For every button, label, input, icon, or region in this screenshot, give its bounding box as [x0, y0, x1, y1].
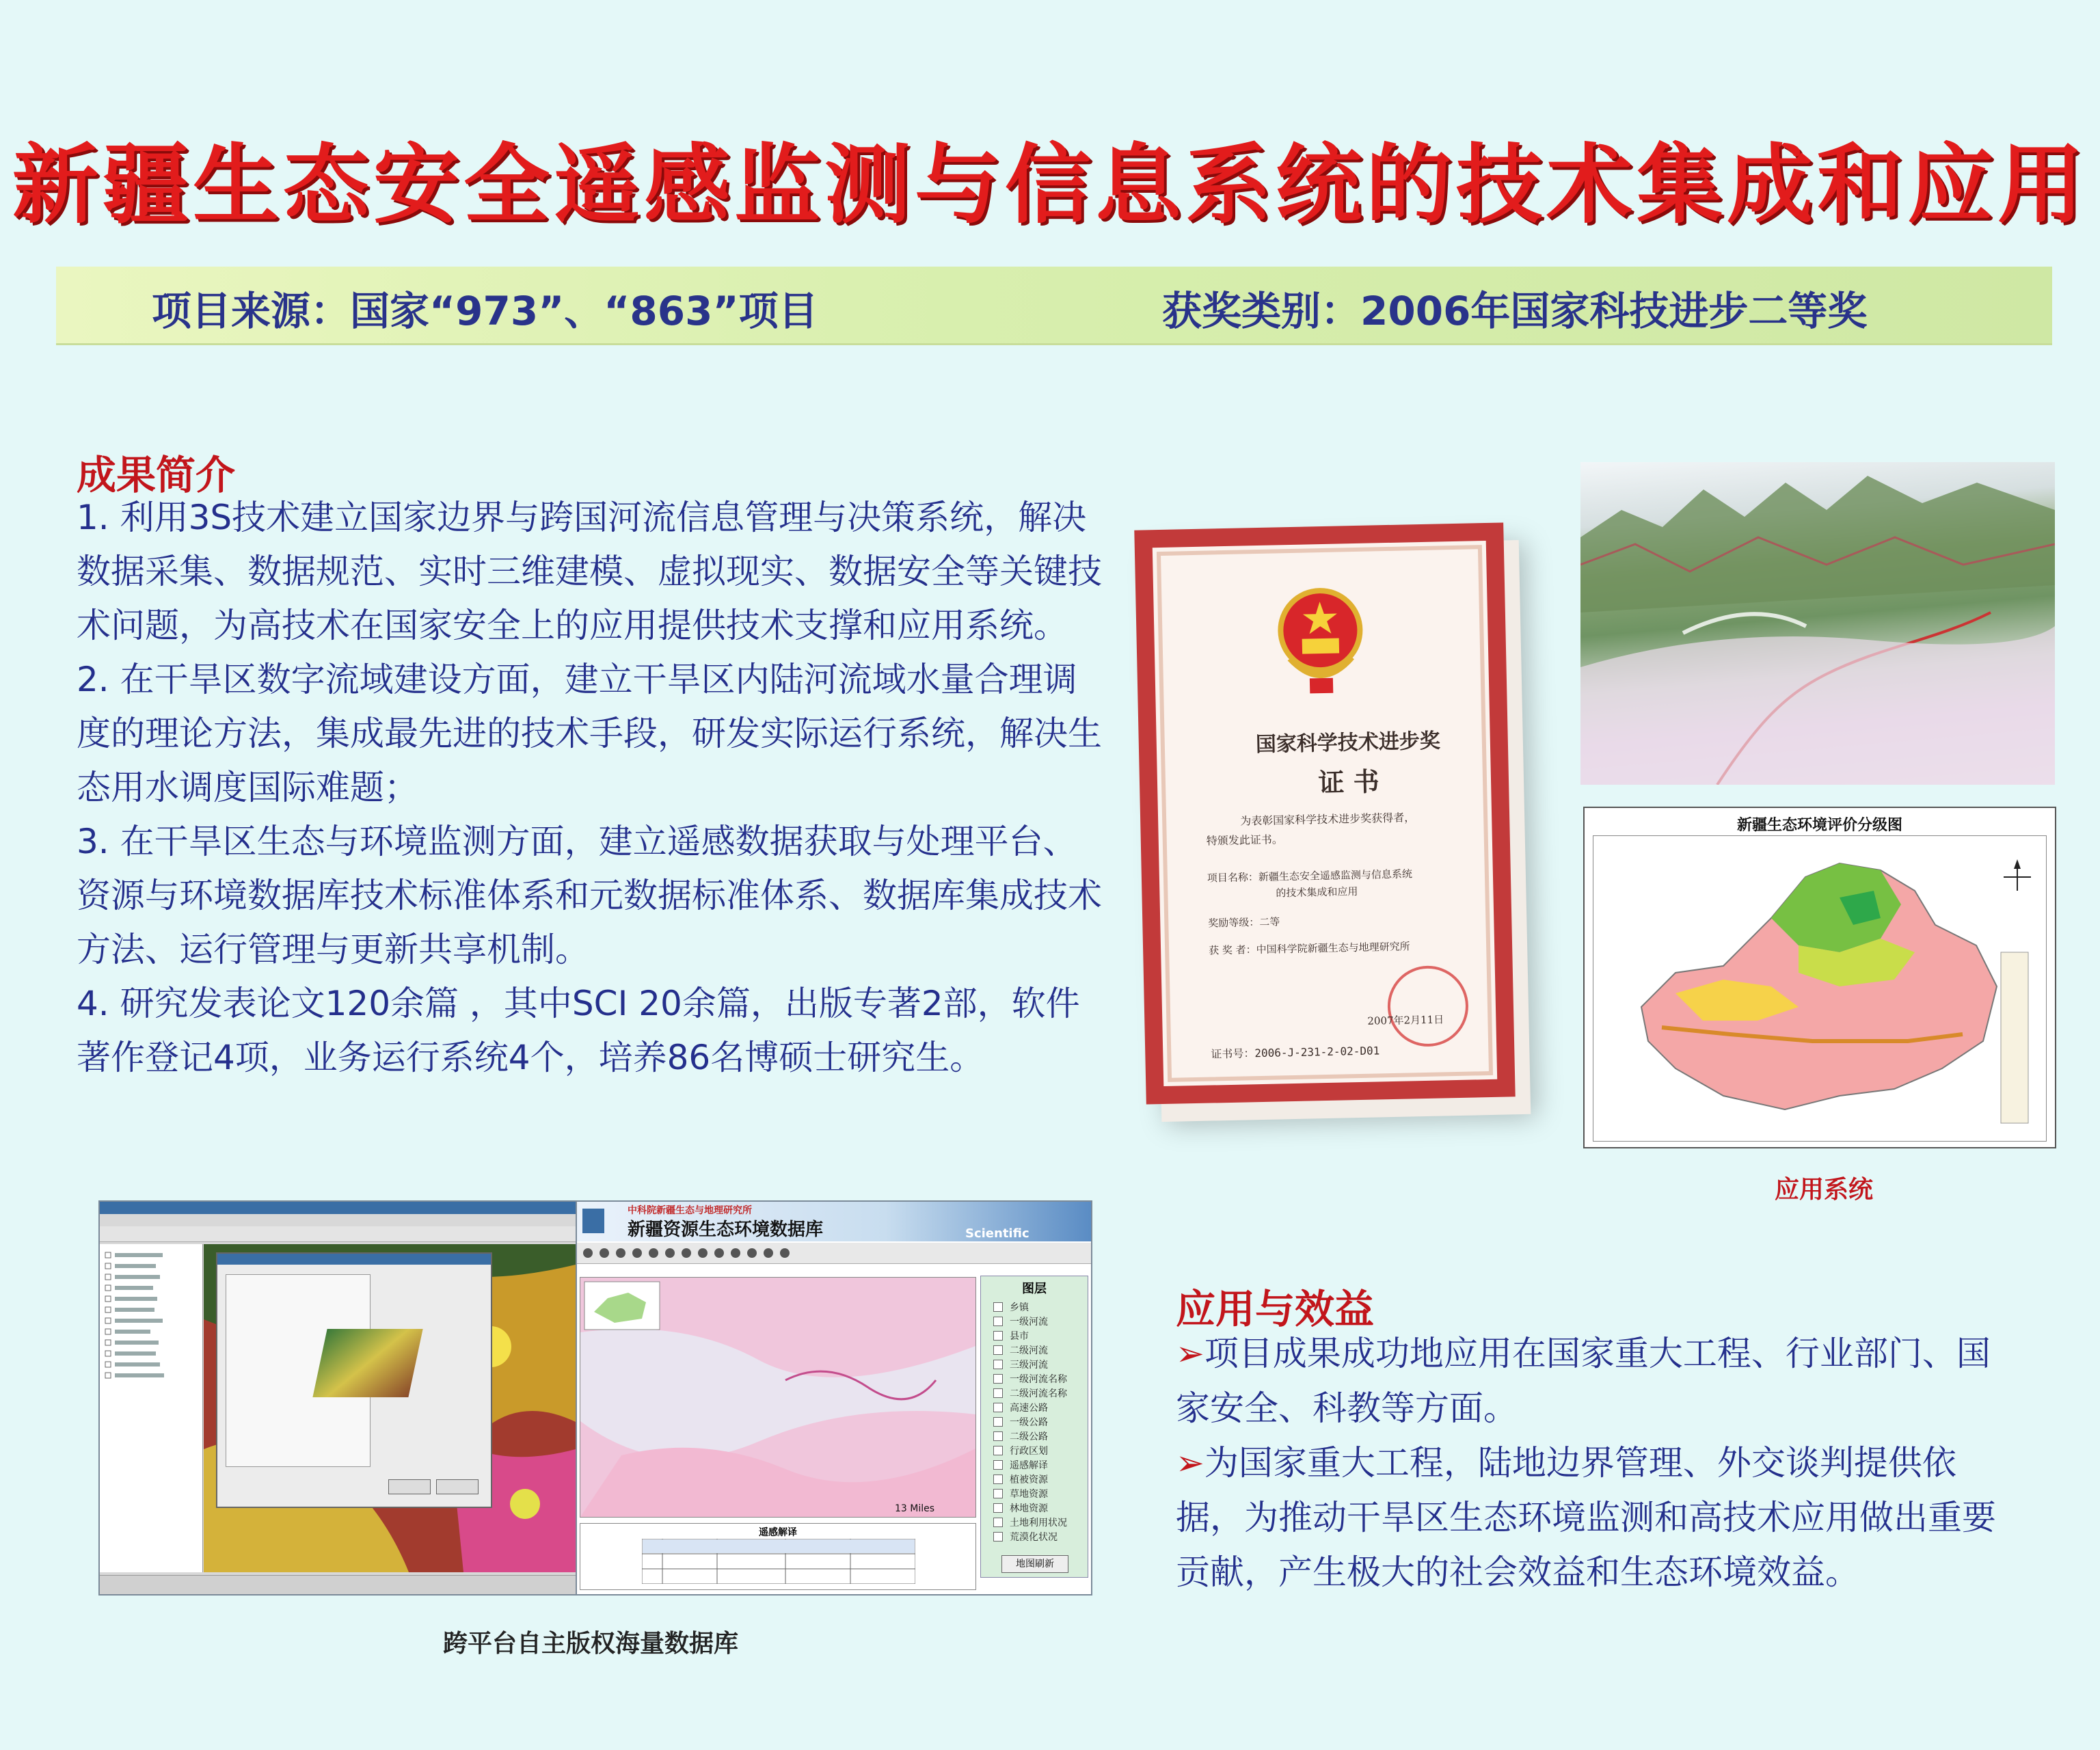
tool-bar — [100, 1226, 576, 1242]
app-system-caption: 应用系统 — [1775, 1176, 1874, 1204]
cert-award-name: 国家科学技术进步奖 — [1255, 729, 1441, 757]
layer-item[interactable] — [993, 1300, 1029, 1314]
database-web-screenshot — [576, 1200, 1092, 1596]
layer-item[interactable] — [993, 1429, 1048, 1443]
layer-label: 一级公路 — [1010, 1417, 1048, 1428]
layer-panel-title: 图层 — [1022, 1282, 1047, 1296]
map-frame — [1593, 835, 2047, 1142]
layer-checkbox[interactable] — [993, 1345, 1003, 1355]
next-button[interactable] — [388, 1479, 431, 1494]
project-source: 项目来源：国家“973”、“863”项目 — [152, 288, 818, 334]
cert-intro-2: 特颁发此证书。 — [1206, 833, 1283, 848]
map-title: 新疆生态环境评价分级图 — [1736, 817, 1902, 834]
layer-item[interactable] — [993, 1328, 1029, 1343]
layer-item[interactable] — [993, 1443, 1048, 1457]
layer-item[interactable] — [993, 1371, 1067, 1386]
layer-checkbox[interactable] — [993, 1388, 1003, 1398]
terrain-ridges — [1580, 462, 2055, 785]
layer-list — [100, 1244, 202, 1572]
benefit-text-2: 为国家重大工程，陆地边界管理、外交谈判提供依据，为推动干旱区生态环境监测和高技术应用做出重要贡献，产生极大的社会效益和生态环境效益。 — [1176, 1443, 1996, 1592]
layer-checkbox[interactable] — [993, 1317, 1003, 1326]
layer-checkbox[interactable] — [993, 1532, 1003, 1542]
toolbar-icons[interactable] — [577, 1243, 837, 1263]
page-title: 新疆生态安全遥感监测与信息系统的技术集成和应用 — [12, 135, 2088, 235]
summary-paragraph-2: 2. 在干旱区数字流域建设方面，建立干旱区内陆河流域水量合理调度的理论方法，集成最先进的技术手段，研发实际运行系统，解决生态用水调度国际难题； — [77, 660, 1102, 807]
cert-grade: 奖励等级：二等 — [1208, 915, 1280, 930]
eco-evaluation-map — [1583, 807, 2056, 1148]
layer-checkbox[interactable] — [993, 1331, 1003, 1341]
info-band — [56, 267, 2052, 345]
db-toolbar — [577, 1243, 1091, 1264]
menu-bar — [100, 1214, 576, 1227]
layer-panel — [100, 1244, 203, 1572]
bullet-arrow-icon: ➢ — [1176, 1443, 1204, 1483]
map-shapes — [1593, 836, 2046, 1141]
layer-label: 乡镇 — [1010, 1302, 1029, 1313]
db-header — [577, 1202, 1091, 1241]
layer-label: 二级河流 — [1010, 1345, 1048, 1356]
award-category: 获奖类别：2006年国家科技进步二等奖 — [1162, 288, 1868, 334]
db-header-title: 新疆资源生态环境数据库 — [628, 1220, 824, 1240]
layer-label: 三级河流 — [1010, 1360, 1048, 1371]
db-map-view[interactable] — [580, 1277, 976, 1518]
map-scale: 13 Miles — [895, 1503, 935, 1514]
summary-heading: 成果简介 — [77, 452, 236, 498]
layer-label: 植被资源 — [1010, 1475, 1048, 1485]
layer-label: 草地资源 — [1010, 1489, 1048, 1500]
dialog-window[interactable] — [216, 1252, 492, 1508]
dialog-titlebar — [217, 1254, 491, 1265]
cancel-button[interactable] — [436, 1479, 479, 1494]
result-table-grid — [642, 1539, 915, 1584]
layer-item[interactable] — [993, 1472, 1048, 1486]
database-caption: 跨平台自主版权海量数据库 — [443, 1629, 739, 1658]
db-logo-icon — [582, 1209, 604, 1233]
map-refresh-button[interactable]: 地图刷新 — [1001, 1555, 1068, 1573]
layer-item[interactable] — [993, 1357, 1048, 1371]
cert-date: 2007年2月11日 — [1367, 1013, 1444, 1027]
layer-checkbox[interactable] — [993, 1431, 1003, 1441]
summary-paragraph-3: 3. 在干旱区生态与环境监测方面，建立遥感数据获取与处理平台、资源与环境数据库技术标准体系和元数据标准体系、数据库集成技术方法、运行管理与更新共享机制。 — [77, 822, 1102, 969]
layer-label: 高速公路 — [1010, 1403, 1048, 1414]
layer-label: 林地资源 — [1010, 1503, 1048, 1514]
cert-project-2: 的技术集成和应用 — [1276, 885, 1358, 900]
layer-item[interactable] — [993, 1400, 1048, 1414]
layer-item[interactable] — [993, 1414, 1048, 1429]
layer-checkbox[interactable] — [993, 1446, 1003, 1455]
summary-text — [77, 491, 1102, 1085]
layer-item[interactable] — [993, 1314, 1048, 1328]
db-header-brand: Scientific — [965, 1226, 1029, 1241]
layer-item[interactable] — [993, 1515, 1067, 1529]
benefits-text — [1176, 1326, 2023, 1600]
db-result-table — [580, 1523, 976, 1590]
cert-intro-1: 为表彰国家科学技术进步奖获得者， — [1240, 811, 1416, 828]
layer-item[interactable] — [993, 1343, 1048, 1357]
layer-checkbox[interactable] — [993, 1417, 1003, 1427]
layer-checkbox[interactable] — [993, 1475, 1003, 1484]
layer-checkbox[interactable] — [993, 1460, 1003, 1470]
layer-checkbox[interactable] — [993, 1489, 1003, 1498]
benefit-text-1: 项目成果成功地应用在国家重大工程、行业部门、国家安全、科教等方面。 — [1176, 1334, 1991, 1428]
gis-desktop-screenshot — [98, 1200, 577, 1596]
layer-item[interactable] — [993, 1486, 1048, 1500]
national-emblem-icon — [1275, 582, 1367, 700]
result-table-title: 遥感解译 — [759, 1527, 797, 1538]
layer-checkbox[interactable] — [993, 1503, 1003, 1513]
layer-label: 遥感解译 — [1010, 1460, 1048, 1471]
db-layer-panel — [980, 1276, 1088, 1578]
north-arrow-icon — [2004, 859, 2031, 891]
layer-checkbox[interactable] — [993, 1302, 1003, 1312]
db-map-shapes — [580, 1278, 975, 1517]
layer-label: 县市 — [1010, 1331, 1029, 1342]
layer-label: 一级河流名称 — [1010, 1374, 1067, 1385]
layer-item[interactable] — [993, 1529, 1058, 1544]
summary-paragraph-4: 4. 研究发表论文120余篇 ，其中SCI 20余篇，出版专著2部，软件著作登记4项，业务运行系统4个，培养86名博硕士研究生。 — [77, 984, 1080, 1077]
award-certificate — [1134, 522, 1515, 1104]
layer-checkbox[interactable] — [993, 1360, 1003, 1369]
dem-preview — [312, 1329, 422, 1397]
layer-item[interactable] — [993, 1457, 1048, 1472]
layer-label: 一级河流 — [1010, 1317, 1048, 1328]
benefits-heading: 应用与效益 — [1176, 1286, 1375, 1332]
benefit-item-2 — [1176, 1436, 2023, 1600]
cert-winner: 获 奖 者：中国科学院新疆生态与地理研究所 — [1208, 940, 1410, 957]
layer-label: 二级公路 — [1010, 1431, 1048, 1442]
layer-item[interactable] — [993, 1500, 1048, 1515]
benefit-item-1 — [1176, 1326, 2023, 1436]
layer-label: 土地利用状况 — [1010, 1518, 1067, 1529]
cert-project-1: 项目名称：新疆生态安全遥感监测与信息系统 — [1207, 867, 1413, 885]
layer-label: 二级河流名称 — [1010, 1388, 1067, 1399]
terrain-3d-image — [1580, 462, 2055, 785]
taskbar — [100, 1575, 576, 1595]
cert-number: 证书号：2006-J-231-2-02-D01 — [1211, 1044, 1380, 1061]
layer-checkbox[interactable] — [993, 1518, 1003, 1527]
window-titlebar — [100, 1202, 576, 1215]
map-canvas[interactable] — [204, 1244, 576, 1572]
cert-doc-title: 证 书 — [1317, 766, 1380, 798]
db-header-org: 中科院新疆生态与地理研究所 — [628, 1205, 752, 1216]
layer-checkbox[interactable] — [993, 1403, 1003, 1412]
layer-item[interactable] — [993, 1386, 1067, 1400]
layer-label: 荒漠化状况 — [1010, 1532, 1058, 1543]
summary-paragraph-1: 1. 利用3S技术建立国家边界与跨国河流信息管理与决策系统，解决数据采集、数据规范、实时三维建模、虚拟现实、数据安全等关键技术问题，为高技术在国家安全上的应用提供技术支撑和应用系统。 — [77, 498, 1102, 645]
layer-label: 行政区划 — [1010, 1446, 1048, 1457]
official-seal — [1387, 965, 1469, 1047]
bullet-arrow-icon: ➢ — [1176, 1334, 1204, 1373]
layer-checkbox[interactable] — [993, 1374, 1003, 1384]
